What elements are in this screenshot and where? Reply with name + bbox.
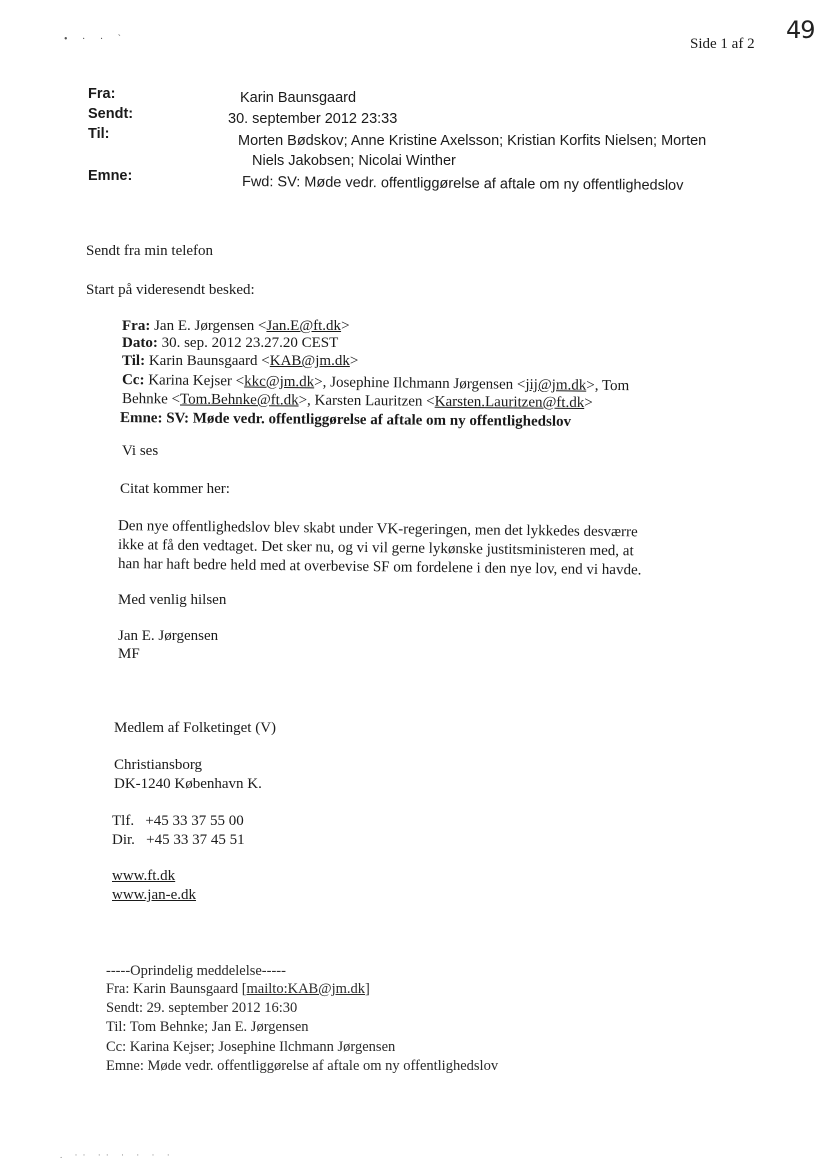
fwd-cc-email-link-3[interactable]: Tom.Behnke@ft.dk: [179, 391, 299, 409]
scan-specks: • · · `: [64, 34, 127, 45]
header-sent-label: Sendt:: [88, 106, 134, 122]
header-sent-value: 30. september 2012 23:33: [228, 111, 398, 127]
signature-address-1: Christiansborg: [114, 757, 203, 773]
original-subject: Emne: Møde vedr. offentliggørelse af aftale om ny offentlighedslov: [106, 1058, 499, 1074]
fwd-subject-line: Emne: SV: Møde vedr. offentliggørelse af aftale om ny offentlighedslov: [119, 410, 572, 430]
original-sent: Sendt: 29. september 2012 16:30: [106, 1000, 298, 1016]
signature-title: MF: [118, 646, 140, 662]
original-to: Til: Tom Behnke; Jan E. Jørgensen: [106, 1019, 309, 1035]
signature-phone: Tlf. +45 33 37 55 00: [112, 813, 244, 829]
fwd-cc-line1: Cc: Karina Kejser <kkc@jm.dk>, Josephine Ilchmann Jørgensen <jij@jm.dk>, Tom: [121, 372, 630, 395]
quote-line-2: ikke at få den vedtaget. Det sker nu, og vi vil gerne lykønske justitsministeren med, at: [117, 537, 634, 560]
fwd-cc-email-link-4[interactable]: Karsten.Lauritzen@ft.dk: [434, 393, 585, 412]
fwd-from-email-link[interactable]: Jan.E@ft.dk: [266, 318, 342, 334]
page-number: Side 1 af 2: [690, 36, 755, 52]
original-divider: -----Oprindelig meddelelse-----: [106, 963, 286, 979]
original-mailto-link[interactable]: mailto:KAB@jm.dk: [246, 981, 366, 997]
original-from: Fra: Karin Baunsgaard [mailto:KAB@jm.dk]: [106, 981, 370, 997]
header-from-value: Karin Baunsgaard: [240, 90, 357, 106]
fwd-cc-email-link-1[interactable]: kkc@jm.dk: [244, 373, 315, 391]
header-from-label: Fra:: [88, 86, 116, 102]
signature-address-2: DK-1240 København K.: [114, 776, 262, 792]
fwd-cc-line2: Behnke <Tom.Behnke@ft.dk>, Karsten Lauritzen <Karsten.Lauritzen@ft.dk>: [121, 391, 593, 412]
header-subject-value: Fwd: SV: Møde vedr. offentliggørelse af aftale om ny offentlighedslov: [241, 174, 684, 194]
scan-footer-noise: . ·· ·· · · · ·: [60, 1150, 175, 1160]
greeting: Vi ses: [122, 443, 159, 459]
fwd-to-email-link[interactable]: KAB@jm.dk: [269, 353, 350, 369]
fwd-from-line: Fra: Jan E. Jørgensen <Jan.E@ft.dk>: [122, 318, 350, 334]
header-to-label: Til:: [88, 126, 110, 142]
closing: Med venlig hilsen: [118, 592, 227, 608]
handwritten-page-mark: 49: [786, 16, 815, 44]
signature-web-link-2[interactable]: www.jan-e.dk: [112, 887, 197, 903]
sent-from-phone: Sendt fra min telefon: [86, 243, 214, 259]
header-subject-label: Emne:: [88, 168, 133, 184]
quote-intro: Citat kommer her:: [120, 481, 230, 497]
signature-name: Jan E. Jørgensen: [118, 628, 219, 644]
signature-direct: Dir. +45 33 37 45 51: [112, 832, 245, 848]
fwd-cc-email-link-2[interactable]: jij@jm.dk: [525, 376, 587, 394]
header-to-value-line1: Morten Bødskov; Anne Kristine Axelsson; Kristian Korfits Nielsen; Morten: [238, 133, 707, 149]
forwarded-intro: Start på videresendt besked:: [86, 282, 255, 298]
header-to-value-line2: Niels Jakobsen; Nicolai Winther: [252, 153, 456, 169]
signature-web-link-1[interactable]: www.ft.dk: [112, 868, 176, 884]
original-cc: Cc: Karina Kejser; Josephine Ilchmann Jørgensen: [106, 1039, 396, 1055]
fwd-to-line: Til: Karin Baunsgaard <KAB@jm.dk>: [122, 353, 359, 369]
fwd-date-line: Dato: 30. sep. 2012 23.27.20 CEST: [122, 335, 339, 351]
quote-line-1: Den nye offentlighedslov blev skabt under VK-regeringen, men det lykkedes desværre: [117, 518, 638, 541]
quote-line-3: han har haft bedre held med at overbevise SF om fordelene i den nye lov, end vi havde.: [117, 556, 642, 579]
signature-role: Medlem af Folketinget (V): [114, 720, 277, 736]
